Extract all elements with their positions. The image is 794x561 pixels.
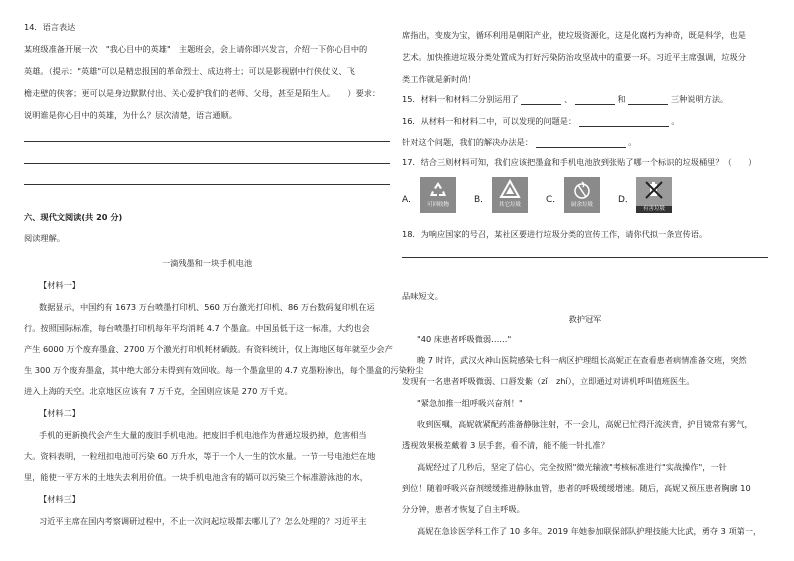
material-1-label: 【材料一】 (39, 280, 80, 290)
material-1-text-1: 数据显示，中国约有 1673 万台喷墨打印机、560 万台激光打印机、86 万台数码复印机在运 (39, 302, 375, 312)
story-intro: 品味短文。 (402, 291, 443, 301)
material-3-cont-2: 艺术。加快推进垃圾分类处置成为打好污染防治攻坚战中的重要一环。习近平主席强调，垃圾分 (402, 52, 746, 62)
recycle-icon (427, 179, 449, 201)
q16b-end: 。 (628, 137, 637, 147)
story-text-10: 高妮在急诊医学科工作了 10 多年。2019 年她参加联保部队护理技能大比武，勇夺 3 项第一， (417, 526, 762, 536)
material-3-text-1: 习近平主席在国内考察调研过程中，不止一次问起垃圾都去哪儿了？怎么处理的？习近平主 (39, 516, 367, 526)
option-a-letter[interactable]: A． (402, 195, 418, 205)
q14-text-3: 檐走壁的侠客；更可以是身边默默付出、关心爱护我们的老师、父母，甚至是陌生人。 ）要求： (24, 88, 381, 98)
q16b-text: 针对这个问题，我们的解决办法是： (402, 137, 534, 147)
q14-text-4: 说明谁是你心目中的英雄，为什么？层次清楚，语言通顺。 (24, 110, 237, 120)
q15-text-a: 15．材料一和材料二分别运用了 (402, 94, 519, 104)
material-1-text-3: 产生 6000 万个废弃墨盒、2700 万个激光打印机耗材硒鼓。有资料统计，仅上海地区每年就至少会产 (24, 344, 393, 354)
q16 (402, 116, 680, 127)
section-6-heading: 六、现代文阅读(共 20 分) (24, 212, 123, 222)
option-d-letter[interactable]: D． (618, 195, 634, 205)
q15-text-d: 三种说明方法。 (670, 94, 729, 104)
option-d-label: 有害垃圾 (636, 206, 672, 213)
story-text-5: 收到医嘱，高妮就紧配药准备静脉注射，不一会儿，高妮已忙得汗流浃背，护目镜常有雾气， (417, 419, 753, 429)
story-text-1: "40 床患者呼吸微弱……" (417, 334, 512, 344)
material-3-label: 【材料三】 (39, 494, 80, 504)
material-2-text-3: 里，能使一平方米的土地失去利用价值。一块手机电池含有的镉可以污染三个标准游泳池的水， (24, 472, 368, 482)
material-3-cont-3: 类工作就是新时尚！ (402, 74, 476, 84)
material-1-text-2: 行。按照国际标准，每台喷墨打印机每年平均消耗 4.7 个墨盒。中国虽低于这一标准，大约也会 (24, 323, 370, 333)
material-1-text-5: 进入上海的天空。北京地区应该有 7 万千克，全国则应该是 270 万千克。 (24, 386, 293, 396)
q14-title: 14．语言表达 (24, 22, 76, 32)
option-c-label: 厨余垃圾 (570, 202, 593, 208)
triangle-recycle-icon (499, 179, 521, 201)
food-waste-icon (571, 179, 593, 201)
option-a-label: 可回收物 (426, 202, 449, 208)
q16-text: 16．从材料一和材料二中，可以发现的问题是： (402, 116, 577, 126)
option-d-hazardous-bin[interactable] (636, 177, 672, 213)
story-text-3: 发现有一名患者呼吸微弱、口唇发紫（zǐ zhí），立即通过对讲机呼叫值班医生。 (402, 376, 695, 386)
story-text-2: 晚 7 时许，武汉火神山医院感染七科一病区护理组长高妮正在查看患者病情准备交班，突然 (417, 355, 747, 365)
hazardous-battery-icon (642, 179, 666, 201)
q15-blank-2[interactable] (575, 95, 615, 105)
q15-blank-1[interactable] (521, 95, 561, 105)
q18-answer-line[interactable] (402, 257, 768, 258)
option-b-label: 其它垃圾 (498, 202, 521, 208)
story-text-6: 透视效果极差戴着 3 层手套，看不清，能不能一针扎准？ (402, 440, 609, 450)
material-2-text-2: 大。资料表明，一粒纽扣电池可污染 60 万升水，等于一个人一生的饮水量。一节一号电池烂在地 (24, 451, 376, 461)
article-title: 一滴残墨和一块手机电池 (161, 258, 253, 268)
q18: 18．为响应国家的号召，某社区要进行垃圾分类的宣传工作，请你代拟一条宣传语。 (402, 229, 708, 239)
option-c-letter[interactable]: C． (546, 195, 562, 205)
material-2-text-1: 手机的更新换代会产生大量的废旧手机电池。把废旧手机电池作为普通垃圾扔掉，危害相当 (39, 430, 367, 440)
option-b-other-bin[interactable] (492, 177, 528, 213)
story-text-4: "紧急加推一组呼吸兴奋剂！" (417, 398, 523, 408)
material-1-text-4: 生 300 万个废弃墨盒，其中绝大部分未得到有效回收。每一个墨盒里的 4.7 克墨粉渗出，每个墨盒的污染粉尘 (24, 365, 424, 375)
material-2-label: 【材料二】 (39, 408, 80, 418)
q16-end: 。 (671, 116, 680, 126)
q15-blank-3[interactable] (628, 95, 668, 105)
q15-text-c: 和 (617, 94, 626, 104)
reading-intro: 阅读理解。 (24, 233, 65, 243)
q15-text-b: 、 (564, 94, 573, 104)
answer-line-3[interactable] (24, 184, 390, 185)
q14-text-2: 英雄。（提示："英雄"可以是精忠报国的革命烈士、成边将士；可以是影视剧中行侠仗义、飞 (24, 66, 355, 76)
q16-blank[interactable] (579, 117, 669, 127)
option-c-kitchen-bin[interactable] (564, 177, 600, 213)
story-text-8: 到位！随着呼吸兴奋剂缓缓推进静脉血管，患者的呼吸缓缓增速。随后，高妮又预压患者胸廓 10 (402, 483, 751, 493)
story-text-7: 高妮经过了几秒后，坚定了信心，完全按照"微光输液"考核标准进行"实战操作"，一针 (417, 462, 727, 472)
story-title: 救护冠军 (568, 314, 602, 324)
option-a-recyclable-bin[interactable] (420, 177, 456, 213)
story-text-9: 分分钟，患者才恢复了自主呼吸。 (402, 504, 525, 514)
q17: 17．结合三则材料可知，我们应该把墨盒和手机电池放到张贴了哪一个标识的垃圾桶里？（ ） (402, 157, 757, 167)
q15 (402, 94, 728, 105)
q16b (402, 137, 636, 148)
answer-line-2[interactable] (24, 163, 390, 164)
answer-line-1[interactable] (24, 141, 390, 142)
q16b-blank[interactable] (536, 138, 626, 148)
material-3-cont-1: 席指出，变废为宝，循环利用是朝阳产业，使垃圾资源化，这是化腐朽为神奇，既是科学，也是 (402, 30, 746, 40)
option-b-letter[interactable]: B． (474, 195, 490, 205)
q14-text-1: 某班级准备开展一次 "我心目中的英雄" 主题班会，会上请你即兴发言，介绍一下你心目中的 (24, 44, 368, 54)
